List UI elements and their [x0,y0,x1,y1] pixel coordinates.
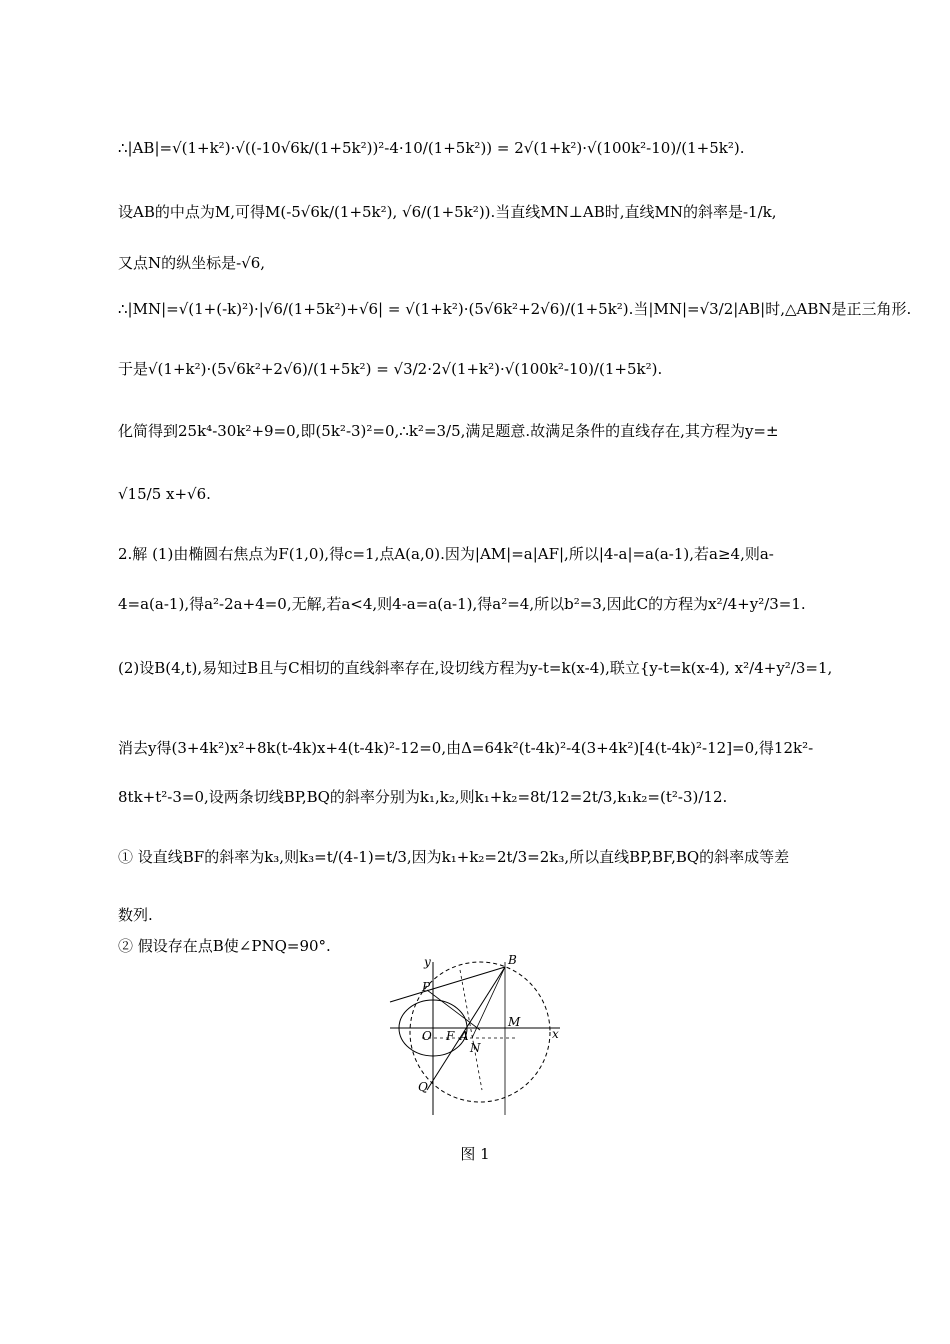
text-line: ∴|AB|=√(1+k²)·√((-10√6k/(1+5k²))²-4·10/(1+5k²)) = 2√(1+k²)·√(100k²-10)/(1+5k²). [118,139,745,157]
figure-label: Q [418,1080,428,1094]
figure-label: B [508,953,517,967]
text-line: 又点N的纵坐标是-√6, [118,254,266,272]
text-line: 4=a(a-1),得a²-2a+4=0,无解,若a<4,则4-a=a(a-1),得a²=4,所以b²=3,因此C的方程为x²/4+y²/3=1. [118,595,806,613]
figure-label: O [422,1029,432,1043]
text-line: √15/5 x+√6. [118,485,211,503]
figure-label: A [460,1029,469,1043]
text-line: 化简得到25k⁴-30k²+9=0,即(5k²-3)²=0,∴k²=3/5,满足题意.故满足条件的直线存在,其方程为y=± [118,422,779,440]
figure-label: P [422,980,431,994]
text-line: ① 设直线BF的斜率为k₃,则k₃=t/(4-1)=t/3,因为k₁+k₂=2t/3=2k₃,所以直线BP,BF,BQ的斜率成等差 [118,848,790,866]
text-line: 8tk+t²-3=0,设两条切线BP,BQ的斜率分别为k₁,k₂,则k₁+k₂=8t/12=2t/3,k₁k₂=(t²-3)/12. [118,788,728,806]
text-line: 数列. [118,906,153,924]
figure-label: F [446,1029,455,1043]
figure-label: N [470,1041,481,1055]
text-line: (2)设B(4,t),易知过B且与C相切的直线斜率存在,设切线方程为y-t=k(x-4),联立{y-t=k(x-4), x²/4+y²/3=1, [118,659,833,677]
text-line: 于是√(1+k²)·(5√6k²+2√6)/(1+5k²) = √3/2·2√(1+k²)·√(100k²-10)/(1+5k²). [118,360,663,378]
figure-label: y [424,955,431,969]
geometry-figure [380,950,580,1125]
figure-caption: 图 1 [460,1145,490,1163]
figure-label: M [508,1015,521,1029]
text-line: 2.解 (1)由椭圆右焦点为F(1,0),得c=1,点A(a,0).因为|AM|=a|AF|,所以|4-a|=a(a-1),若a≥4,则a- [118,545,774,563]
text-line: 消去y得(3+4k²)x²+8k(t-4k)x+4(t-4k)²-12=0,由Δ=64k²(t-4k)²-4(3+4k²)[4(t-4k)²-12]=0,得12k²- [118,739,814,757]
text-line: ② 假设存在点B使∠PNQ=90°. [118,937,331,955]
figure-label: x [552,1027,559,1041]
text-line: ∴|MN|=√(1+(-k)²)·|√6/(1+5k²)+√6| = √(1+k²)·(5√6k²+2√6)/(1+5k²).当|MN|=√3/2|AB|时,△ABN是正三角形. [118,300,912,318]
text-line: 设AB的中点为M,可得M(-5√6k/(1+5k²), √6/(1+5k²)).当直线MN⊥AB时,直线MN的斜率是-1/k, [118,203,777,221]
